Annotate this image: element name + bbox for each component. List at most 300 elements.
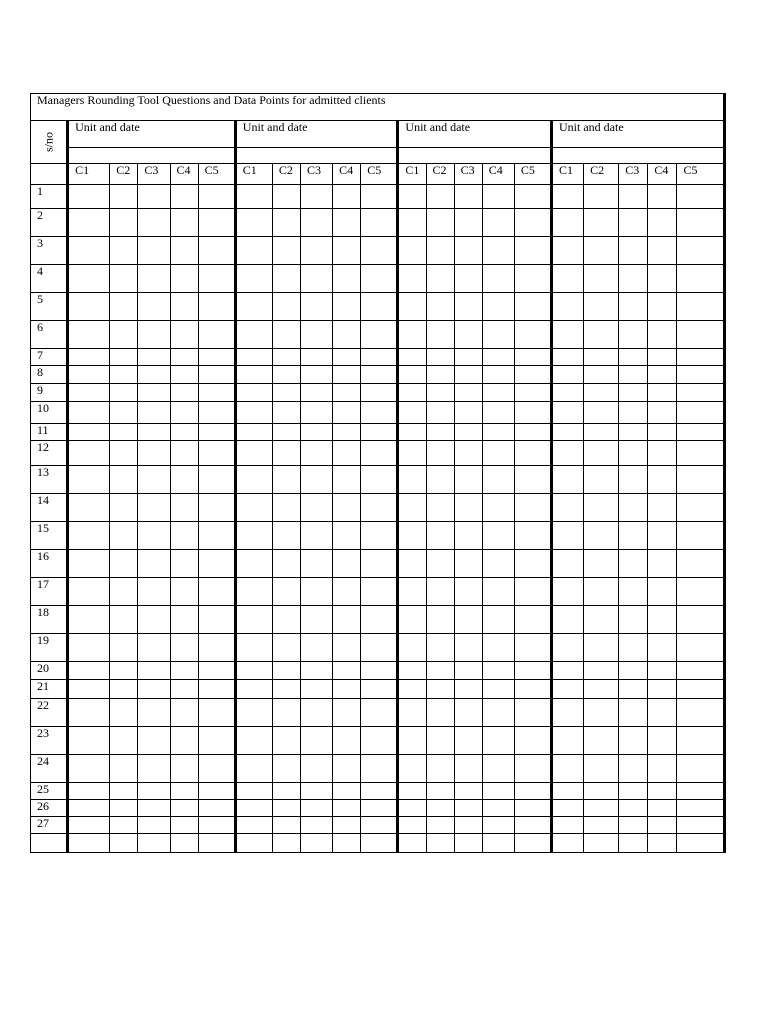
- data-entry-cell[interactable]: [454, 817, 482, 834]
- data-entry-cell[interactable]: [361, 402, 398, 424]
- data-entry-cell[interactable]: [426, 662, 454, 680]
- data-entry-cell[interactable]: [619, 494, 648, 522]
- data-entry-cell[interactable]: [482, 424, 514, 441]
- data-entry-cell[interactable]: [235, 755, 272, 783]
- data-entry-cell[interactable]: [648, 209, 677, 237]
- unit-date-entry-cell[interactable]: [235, 148, 398, 164]
- data-entry-cell[interactable]: [198, 522, 235, 550]
- data-entry-cell[interactable]: [552, 466, 584, 494]
- data-entry-cell[interactable]: [584, 293, 619, 321]
- data-entry-cell[interactable]: [361, 494, 398, 522]
- data-entry-cell[interactable]: [333, 834, 361, 853]
- data-entry-cell[interactable]: [198, 237, 235, 265]
- data-entry-cell[interactable]: [68, 494, 110, 522]
- data-entry-cell[interactable]: [482, 494, 514, 522]
- data-entry-cell[interactable]: [110, 606, 138, 634]
- data-entry-cell[interactable]: [426, 634, 454, 662]
- data-entry-cell[interactable]: [648, 366, 677, 384]
- unit-date-entry-cell[interactable]: [398, 148, 552, 164]
- data-entry-cell[interactable]: [552, 634, 584, 662]
- data-entry-cell[interactable]: [552, 349, 584, 366]
- data-entry-cell[interactable]: [68, 384, 110, 402]
- data-entry-cell[interactable]: [677, 606, 725, 634]
- data-entry-cell[interactable]: [68, 349, 110, 366]
- data-entry-cell[interactable]: [198, 662, 235, 680]
- data-entry-cell[interactable]: [584, 662, 619, 680]
- data-entry-cell[interactable]: [170, 366, 198, 384]
- data-entry-cell[interactable]: [398, 237, 426, 265]
- data-entry-cell[interactable]: [361, 680, 398, 699]
- data-entry-cell[interactable]: [301, 349, 333, 366]
- data-entry-cell[interactable]: [301, 185, 333, 209]
- data-entry-cell[interactable]: [170, 634, 198, 662]
- data-entry-cell[interactable]: [272, 522, 300, 550]
- data-entry-cell[interactable]: [398, 680, 426, 699]
- data-entry-cell[interactable]: [552, 834, 584, 853]
- data-entry-cell[interactable]: [68, 402, 110, 424]
- data-entry-cell[interactable]: [619, 185, 648, 209]
- data-entry-cell[interactable]: [170, 578, 198, 606]
- data-entry-cell[interactable]: [398, 550, 426, 578]
- data-entry-cell[interactable]: [552, 321, 584, 349]
- data-entry-cell[interactable]: [170, 293, 198, 321]
- data-entry-cell[interactable]: [426, 424, 454, 441]
- data-entry-cell[interactable]: [198, 265, 235, 293]
- data-entry-cell[interactable]: [648, 662, 677, 680]
- data-entry-cell[interactable]: [170, 834, 198, 853]
- data-entry-cell[interactable]: [301, 755, 333, 783]
- data-entry-cell[interactable]: [482, 366, 514, 384]
- data-entry-cell[interactable]: [198, 550, 235, 578]
- data-entry-cell[interactable]: [235, 634, 272, 662]
- data-entry-cell[interactable]: [198, 800, 235, 817]
- data-entry-cell[interactable]: [198, 606, 235, 634]
- data-entry-cell[interactable]: [514, 680, 551, 699]
- data-entry-cell[interactable]: [110, 578, 138, 606]
- data-entry-cell[interactable]: [301, 606, 333, 634]
- data-entry-cell[interactable]: [272, 265, 300, 293]
- data-entry-cell[interactable]: [361, 662, 398, 680]
- data-entry-cell[interactable]: [110, 321, 138, 349]
- data-entry-cell[interactable]: [398, 662, 426, 680]
- data-entry-cell[interactable]: [235, 402, 272, 424]
- data-entry-cell[interactable]: [677, 817, 725, 834]
- data-entry-cell[interactable]: [235, 466, 272, 494]
- data-entry-cell[interactable]: [333, 265, 361, 293]
- data-entry-cell[interactable]: [301, 699, 333, 727]
- data-entry-cell[interactable]: [619, 662, 648, 680]
- data-entry-cell[interactable]: [584, 321, 619, 349]
- data-entry-cell[interactable]: [361, 817, 398, 834]
- data-entry-cell[interactable]: [170, 522, 198, 550]
- data-entry-cell[interactable]: [235, 662, 272, 680]
- data-entry-cell[interactable]: [235, 424, 272, 441]
- data-entry-cell[interactable]: [514, 755, 551, 783]
- data-entry-cell[interactable]: [482, 321, 514, 349]
- data-entry-cell[interactable]: [138, 634, 170, 662]
- data-entry-cell[interactable]: [301, 466, 333, 494]
- data-entry-cell[interactable]: [68, 321, 110, 349]
- data-entry-cell[interactable]: [398, 402, 426, 424]
- data-entry-cell[interactable]: [301, 424, 333, 441]
- data-entry-cell[interactable]: [361, 293, 398, 321]
- data-entry-cell[interactable]: [584, 349, 619, 366]
- data-entry-cell[interactable]: [333, 402, 361, 424]
- data-entry-cell[interactable]: [361, 699, 398, 727]
- data-entry-cell[interactable]: [138, 680, 170, 699]
- data-entry-cell[interactable]: [235, 209, 272, 237]
- data-entry-cell[interactable]: [677, 293, 725, 321]
- data-entry-cell[interactable]: [619, 237, 648, 265]
- data-entry-cell[interactable]: [514, 402, 551, 424]
- data-entry-cell[interactable]: [333, 349, 361, 366]
- data-entry-cell[interactable]: [677, 800, 725, 817]
- data-entry-cell[interactable]: [272, 384, 300, 402]
- data-entry-cell[interactable]: [426, 441, 454, 466]
- data-entry-cell[interactable]: [677, 402, 725, 424]
- data-entry-cell[interactable]: [138, 366, 170, 384]
- data-entry-cell[interactable]: [138, 522, 170, 550]
- data-entry-cell[interactable]: [584, 522, 619, 550]
- unit-date-entry-cell[interactable]: [552, 148, 725, 164]
- data-entry-cell[interactable]: [619, 606, 648, 634]
- data-entry-cell[interactable]: [301, 494, 333, 522]
- data-entry-cell[interactable]: [110, 755, 138, 783]
- data-entry-cell[interactable]: [426, 209, 454, 237]
- data-entry-cell[interactable]: [677, 662, 725, 680]
- data-entry-cell[interactable]: [454, 680, 482, 699]
- data-entry-cell[interactable]: [235, 817, 272, 834]
- data-entry-cell[interactable]: [619, 321, 648, 349]
- data-entry-cell[interactable]: [138, 727, 170, 755]
- data-entry-cell[interactable]: [68, 265, 110, 293]
- data-entry-cell[interactable]: [648, 293, 677, 321]
- data-entry-cell[interactable]: [619, 800, 648, 817]
- data-entry-cell[interactable]: [361, 424, 398, 441]
- data-entry-cell[interactable]: [272, 834, 300, 853]
- data-entry-cell[interactable]: [301, 384, 333, 402]
- data-entry-cell[interactable]: [482, 237, 514, 265]
- data-entry-cell[interactable]: [584, 834, 619, 853]
- data-entry-cell[interactable]: [584, 817, 619, 834]
- data-entry-cell[interactable]: [110, 522, 138, 550]
- data-entry-cell[interactable]: [235, 185, 272, 209]
- data-entry-cell[interactable]: [482, 680, 514, 699]
- data-entry-cell[interactable]: [301, 680, 333, 699]
- data-entry-cell[interactable]: [426, 402, 454, 424]
- data-entry-cell[interactable]: [272, 662, 300, 680]
- data-entry-cell[interactable]: [68, 606, 110, 634]
- data-entry-cell[interactable]: [333, 662, 361, 680]
- data-entry-cell[interactable]: [110, 783, 138, 800]
- data-entry-cell[interactable]: [361, 800, 398, 817]
- data-entry-cell[interactable]: [170, 384, 198, 402]
- data-entry-cell[interactable]: [482, 834, 514, 853]
- data-entry-cell[interactable]: [361, 755, 398, 783]
- data-entry-cell[interactable]: [272, 402, 300, 424]
- data-entry-cell[interactable]: [619, 834, 648, 853]
- data-entry-cell[interactable]: [454, 349, 482, 366]
- data-entry-cell[interactable]: [198, 817, 235, 834]
- data-entry-cell[interactable]: [426, 494, 454, 522]
- data-entry-cell[interactable]: [426, 699, 454, 727]
- data-entry-cell[interactable]: [619, 349, 648, 366]
- data-entry-cell[interactable]: [584, 384, 619, 402]
- data-entry-cell[interactable]: [584, 424, 619, 441]
- data-entry-cell[interactable]: [333, 606, 361, 634]
- data-entry-cell[interactable]: [301, 662, 333, 680]
- data-entry-cell[interactable]: [552, 494, 584, 522]
- data-entry-cell[interactable]: [170, 494, 198, 522]
- data-entry-cell[interactable]: [272, 634, 300, 662]
- data-entry-cell[interactable]: [619, 550, 648, 578]
- data-entry-cell[interactable]: [361, 209, 398, 237]
- data-entry-cell[interactable]: [454, 185, 482, 209]
- data-entry-cell[interactable]: [454, 441, 482, 466]
- data-entry-cell[interactable]: [398, 349, 426, 366]
- data-entry-cell[interactable]: [333, 634, 361, 662]
- data-entry-cell[interactable]: [426, 783, 454, 800]
- data-entry-cell[interactable]: [361, 578, 398, 606]
- data-entry-cell[interactable]: [170, 727, 198, 755]
- data-entry-cell[interactable]: [333, 321, 361, 349]
- data-entry-cell[interactable]: [454, 699, 482, 727]
- data-entry-cell[interactable]: [110, 293, 138, 321]
- data-entry-cell[interactable]: [514, 494, 551, 522]
- data-entry-cell[interactable]: [272, 727, 300, 755]
- data-entry-cell[interactable]: [398, 265, 426, 293]
- data-entry-cell[interactable]: [454, 424, 482, 441]
- data-entry-cell[interactable]: [648, 606, 677, 634]
- data-entry-cell[interactable]: [426, 293, 454, 321]
- data-entry-cell[interactable]: [552, 209, 584, 237]
- data-entry-cell[interactable]: [301, 209, 333, 237]
- data-entry-cell[interactable]: [110, 366, 138, 384]
- data-entry-cell[interactable]: [677, 237, 725, 265]
- data-entry-cell[interactable]: [198, 209, 235, 237]
- data-entry-cell[interactable]: [677, 494, 725, 522]
- data-entry-cell[interactable]: [398, 321, 426, 349]
- data-entry-cell[interactable]: [198, 293, 235, 321]
- data-entry-cell[interactable]: [272, 441, 300, 466]
- data-entry-cell[interactable]: [235, 550, 272, 578]
- data-entry-cell[interactable]: [301, 817, 333, 834]
- data-entry-cell[interactable]: [398, 209, 426, 237]
- data-entry-cell[interactable]: [398, 185, 426, 209]
- data-entry-cell[interactable]: [514, 466, 551, 494]
- data-entry-cell[interactable]: [235, 349, 272, 366]
- data-entry-cell[interactable]: [68, 662, 110, 680]
- data-entry-cell[interactable]: [138, 699, 170, 727]
- data-entry-cell[interactable]: [677, 550, 725, 578]
- data-entry-cell[interactable]: [552, 424, 584, 441]
- data-entry-cell[interactable]: [648, 755, 677, 783]
- data-entry-cell[interactable]: [235, 578, 272, 606]
- data-entry-cell[interactable]: [619, 699, 648, 727]
- data-entry-cell[interactable]: [648, 349, 677, 366]
- data-entry-cell[interactable]: [426, 349, 454, 366]
- data-entry-cell[interactable]: [514, 441, 551, 466]
- data-entry-cell[interactable]: [552, 265, 584, 293]
- data-entry-cell[interactable]: [514, 237, 551, 265]
- data-entry-cell[interactable]: [110, 384, 138, 402]
- data-entry-cell[interactable]: [584, 634, 619, 662]
- data-entry-cell[interactable]: [514, 293, 551, 321]
- data-entry-cell[interactable]: [198, 466, 235, 494]
- data-entry-cell[interactable]: [398, 441, 426, 466]
- data-entry-cell[interactable]: [454, 366, 482, 384]
- data-entry-cell[interactable]: [301, 550, 333, 578]
- data-entry-cell[interactable]: [198, 321, 235, 349]
- data-entry-cell[interactable]: [301, 366, 333, 384]
- data-entry-cell[interactable]: [552, 366, 584, 384]
- data-entry-cell[interactable]: [235, 441, 272, 466]
- data-entry-cell[interactable]: [398, 494, 426, 522]
- data-entry-cell[interactable]: [361, 441, 398, 466]
- data-entry-cell[interactable]: [454, 265, 482, 293]
- data-entry-cell[interactable]: [110, 834, 138, 853]
- data-entry-cell[interactable]: [398, 727, 426, 755]
- data-entry-cell[interactable]: [198, 634, 235, 662]
- data-entry-cell[interactable]: [138, 800, 170, 817]
- data-entry-cell[interactable]: [333, 293, 361, 321]
- data-entry-cell[interactable]: [198, 366, 235, 384]
- data-entry-cell[interactable]: [272, 424, 300, 441]
- data-entry-cell[interactable]: [68, 441, 110, 466]
- data-entry-cell[interactable]: [619, 209, 648, 237]
- data-entry-cell[interactable]: [552, 441, 584, 466]
- data-entry-cell[interactable]: [198, 402, 235, 424]
- data-entry-cell[interactable]: [482, 662, 514, 680]
- data-entry-cell[interactable]: [138, 424, 170, 441]
- data-entry-cell[interactable]: [584, 265, 619, 293]
- data-entry-cell[interactable]: [398, 293, 426, 321]
- data-entry-cell[interactable]: [648, 680, 677, 699]
- data-entry-cell[interactable]: [170, 800, 198, 817]
- data-entry-cell[interactable]: [514, 662, 551, 680]
- data-entry-cell[interactable]: [301, 237, 333, 265]
- data-entry-cell[interactable]: [68, 800, 110, 817]
- data-entry-cell[interactable]: [619, 366, 648, 384]
- data-entry-cell[interactable]: [619, 522, 648, 550]
- data-entry-cell[interactable]: [619, 634, 648, 662]
- data-entry-cell[interactable]: [426, 606, 454, 634]
- data-entry-cell[interactable]: [619, 466, 648, 494]
- data-entry-cell[interactable]: [584, 800, 619, 817]
- data-entry-cell[interactable]: [398, 424, 426, 441]
- data-entry-cell[interactable]: [514, 699, 551, 727]
- data-entry-cell[interactable]: [648, 494, 677, 522]
- data-entry-cell[interactable]: [584, 699, 619, 727]
- data-entry-cell[interactable]: [138, 185, 170, 209]
- data-entry-cell[interactable]: [482, 522, 514, 550]
- data-entry-cell[interactable]: [552, 727, 584, 755]
- data-entry-cell[interactable]: [272, 699, 300, 727]
- data-entry-cell[interactable]: [514, 366, 551, 384]
- data-entry-cell[interactable]: [198, 755, 235, 783]
- data-entry-cell[interactable]: [398, 578, 426, 606]
- data-entry-cell[interactable]: [482, 699, 514, 727]
- data-entry-cell[interactable]: [648, 441, 677, 466]
- data-entry-cell[interactable]: [482, 185, 514, 209]
- data-entry-cell[interactable]: [552, 662, 584, 680]
- data-entry-cell[interactable]: [68, 293, 110, 321]
- data-entry-cell[interactable]: [198, 494, 235, 522]
- data-entry-cell[interactable]: [514, 321, 551, 349]
- data-entry-cell[interactable]: [552, 817, 584, 834]
- data-entry-cell[interactable]: [138, 384, 170, 402]
- data-entry-cell[interactable]: [272, 466, 300, 494]
- data-entry-cell[interactable]: [333, 185, 361, 209]
- data-entry-cell[interactable]: [426, 800, 454, 817]
- data-entry-cell[interactable]: [552, 522, 584, 550]
- data-entry-cell[interactable]: [584, 727, 619, 755]
- data-entry-cell[interactable]: [333, 424, 361, 441]
- data-entry-cell[interactable]: [482, 783, 514, 800]
- data-entry-cell[interactable]: [552, 606, 584, 634]
- data-entry-cell[interactable]: [361, 550, 398, 578]
- data-entry-cell[interactable]: [235, 265, 272, 293]
- data-entry-cell[interactable]: [333, 578, 361, 606]
- data-entry-cell[interactable]: [648, 817, 677, 834]
- data-entry-cell[interactable]: [514, 550, 551, 578]
- data-entry-cell[interactable]: [426, 321, 454, 349]
- data-entry-cell[interactable]: [482, 265, 514, 293]
- data-entry-cell[interactable]: [138, 783, 170, 800]
- data-entry-cell[interactable]: [170, 466, 198, 494]
- data-entry-cell[interactable]: [170, 237, 198, 265]
- data-entry-cell[interactable]: [301, 321, 333, 349]
- data-entry-cell[interactable]: [677, 349, 725, 366]
- data-entry-cell[interactable]: [110, 209, 138, 237]
- data-entry-cell[interactable]: [235, 522, 272, 550]
- data-entry-cell[interactable]: [514, 783, 551, 800]
- data-entry-cell[interactable]: [454, 834, 482, 853]
- data-entry-cell[interactable]: [584, 680, 619, 699]
- data-entry-cell[interactable]: [235, 494, 272, 522]
- data-entry-cell[interactable]: [677, 680, 725, 699]
- data-entry-cell[interactable]: [68, 699, 110, 727]
- data-entry-cell[interactable]: [361, 634, 398, 662]
- data-entry-cell[interactable]: [138, 349, 170, 366]
- data-entry-cell[interactable]: [552, 384, 584, 402]
- data-entry-cell[interactable]: [170, 699, 198, 727]
- data-entry-cell[interactable]: [552, 550, 584, 578]
- data-entry-cell[interactable]: [677, 755, 725, 783]
- data-entry-cell[interactable]: [454, 402, 482, 424]
- data-entry-cell[interactable]: [68, 550, 110, 578]
- data-entry-cell[interactable]: [333, 237, 361, 265]
- data-entry-cell[interactable]: [170, 606, 198, 634]
- data-entry-cell[interactable]: [235, 237, 272, 265]
- data-entry-cell[interactable]: [454, 783, 482, 800]
- data-entry-cell[interactable]: [110, 699, 138, 727]
- data-entry-cell[interactable]: [398, 783, 426, 800]
- data-entry-cell[interactable]: [584, 606, 619, 634]
- data-entry-cell[interactable]: [68, 755, 110, 783]
- data-entry-cell[interactable]: [68, 466, 110, 494]
- data-entry-cell[interactable]: [398, 634, 426, 662]
- data-entry-cell[interactable]: [301, 402, 333, 424]
- data-entry-cell[interactable]: [648, 265, 677, 293]
- data-entry-cell[interactable]: [584, 441, 619, 466]
- data-entry-cell[interactable]: [138, 237, 170, 265]
- data-entry-cell[interactable]: [68, 634, 110, 662]
- data-entry-cell[interactable]: [272, 606, 300, 634]
- data-entry-cell[interactable]: [301, 441, 333, 466]
- data-entry-cell[interactable]: [454, 727, 482, 755]
- data-entry-cell[interactable]: [235, 727, 272, 755]
